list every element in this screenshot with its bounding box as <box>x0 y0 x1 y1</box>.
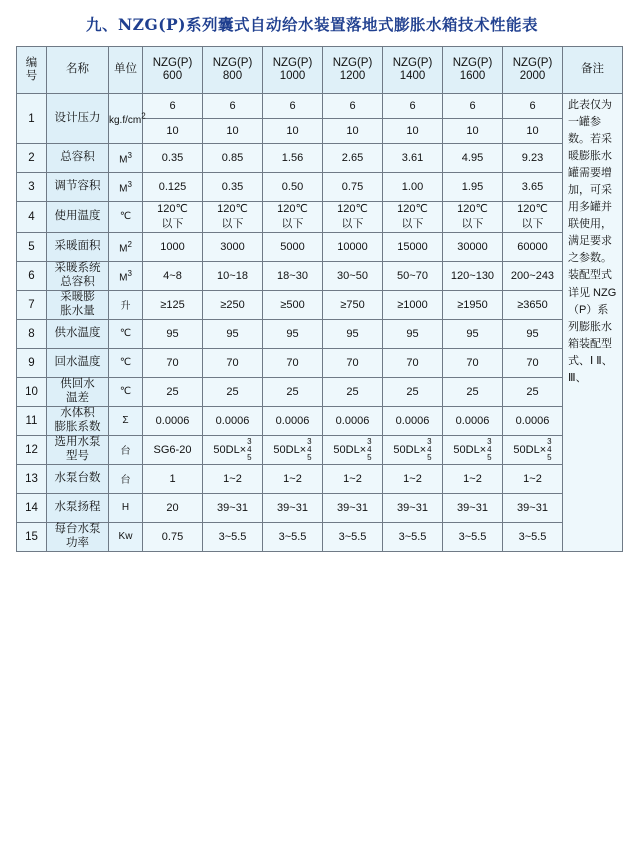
row-value: 60000 <box>503 232 563 261</box>
row-no: 14 <box>17 493 47 522</box>
row-value: 1.56 <box>263 144 323 173</box>
row-value: 0.0006 <box>443 406 503 435</box>
row-value: 25 <box>263 377 323 406</box>
row-value: 1~2 <box>263 464 323 493</box>
row-value: 0.125 <box>143 173 203 202</box>
row-name: 供回水 温差 <box>47 377 109 406</box>
row-name: 设计压力 <box>47 94 109 144</box>
row-unit: $kg.f/cm^2$ <box>109 94 143 144</box>
row-no: 5 <box>17 232 47 261</box>
spec-table <box>16 46 623 552</box>
row-value: 25 <box>143 377 203 406</box>
row-value: 95 <box>143 319 203 348</box>
row-no: 1 <box>17 94 47 144</box>
row-value: 0.0006 <box>503 406 563 435</box>
row-value: 120℃ 以下 <box>203 202 263 233</box>
row-value: 1~2 <box>383 464 443 493</box>
row-value: 1~2 <box>443 464 503 493</box>
row-value: ≥1950 <box>443 290 503 319</box>
table-row <box>17 202 623 233</box>
row-name: 供水温度 <box>47 319 109 348</box>
row-value: 3~5.5 <box>443 522 503 551</box>
row-name: 调节容积 <box>47 173 109 202</box>
row-value: 70 <box>323 348 383 377</box>
page-title: 九、NZG(P)系列囊式自动给水装置落地式膨胀水箱技术性能表 <box>85 15 539 34</box>
row-value: 1000 <box>143 232 203 261</box>
row-value: 39~31 <box>443 493 503 522</box>
row-value: 39~31 <box>383 493 443 522</box>
row-no: 9 <box>17 348 47 377</box>
row-value: 95 <box>203 319 263 348</box>
table-row <box>17 493 623 522</box>
row-value: 39~31 <box>323 493 383 522</box>
row-unit: H <box>109 493 143 522</box>
header-remark: 备注 <box>563 47 623 94</box>
row-unit: ℃ <box>109 319 143 348</box>
row-name: 每台水泵 功率 <box>47 522 109 551</box>
row-value: 70 <box>383 348 443 377</box>
row-unit: 台 <box>109 464 143 493</box>
row-no: 12 <box>17 435 47 464</box>
row-value: 200~243 <box>503 261 563 290</box>
row-unit: Kw <box>109 522 143 551</box>
row-no: 7 <box>17 290 47 319</box>
row-value: 120℃ 以下 <box>263 202 323 233</box>
row-value: 10000 <box>323 232 383 261</box>
row-value: 10~18 <box>203 261 263 290</box>
row-value: 95 <box>323 319 383 348</box>
row-value: 70 <box>203 348 263 377</box>
row-value: 3~5.5 <box>383 522 443 551</box>
row-unit: $M^3$ <box>109 261 143 290</box>
row-value: 0.35 <box>203 173 263 202</box>
row-name: 水体积 膨胀系数 <box>47 406 109 435</box>
row-no: 11 <box>17 406 47 435</box>
row-value: 0.0006 <box>383 406 443 435</box>
table-row <box>17 144 623 173</box>
row-value: ≥250 <box>203 290 263 319</box>
row-no: 3 <box>17 173 47 202</box>
row-value: 50DL× 3 4 5 <box>383 435 443 464</box>
row-value: 120℃ 以下 <box>143 202 203 233</box>
row-unit: $M^2$ <box>109 232 143 261</box>
header-model-4: NZG(P) 1200 <box>323 47 383 94</box>
table-row <box>17 290 623 319</box>
row-value: 4.95 <box>443 144 503 173</box>
table-row <box>17 406 623 435</box>
row-value: 95 <box>443 319 503 348</box>
row-value: 3.61 <box>383 144 443 173</box>
row-name: 使用温度 <box>47 202 109 233</box>
row-value: 120~130 <box>443 261 503 290</box>
row-no: 4 <box>17 202 47 233</box>
row-value: 0.0006 <box>203 406 263 435</box>
row-value: 50DL× 3 4 5 <box>323 435 383 464</box>
row-value: 95 <box>503 319 563 348</box>
row-no: 10 <box>17 377 47 406</box>
row-value: 1~2 <box>203 464 263 493</box>
row-value: 1 <box>143 464 203 493</box>
table-row <box>17 348 623 377</box>
row-value: 20 <box>143 493 203 522</box>
row-value: 1~2 <box>503 464 563 493</box>
row-value: 25 <box>443 377 503 406</box>
row-value: 70 <box>443 348 503 377</box>
row-value: 0.50 <box>263 173 323 202</box>
table-row <box>17 435 623 464</box>
row-value: 95 <box>383 319 443 348</box>
row-value: 2.65 <box>323 144 383 173</box>
row-unit: ℃ <box>109 377 143 406</box>
row-value: 3.65 <box>503 173 563 202</box>
row-value: 9.23 <box>503 144 563 173</box>
row-unit: ℃ <box>109 348 143 377</box>
row-value: 0.75 <box>323 173 383 202</box>
row-unit: 升 <box>109 290 143 319</box>
row-value: 50DL× 3 4 5 <box>503 435 563 464</box>
row-value: 1.95 <box>443 173 503 202</box>
row-value: 0.35 <box>143 144 203 173</box>
row-no: 6 <box>17 261 47 290</box>
row-value: 25 <box>383 377 443 406</box>
row-unit: $M^3$ <box>109 173 143 202</box>
row-value: 120℃ 以下 <box>503 202 563 233</box>
row-value: 120℃ 以下 <box>383 202 443 233</box>
table-header-row <box>17 47 623 94</box>
row-value: 6 10 <box>323 94 383 144</box>
row-value: 3~5.5 <box>203 522 263 551</box>
row-name: 采暖面积 <box>47 232 109 261</box>
row-name: 水泵台数 <box>47 464 109 493</box>
row-value: 25 <box>323 377 383 406</box>
row-value: 0.0006 <box>143 406 203 435</box>
row-value: 50~70 <box>383 261 443 290</box>
header-model-5: NZG(P) 1400 <box>383 47 443 94</box>
row-name: 总容积 <box>47 144 109 173</box>
header-model-1: NZG(P) 600 <box>143 47 203 94</box>
row-value: 15000 <box>383 232 443 261</box>
row-value: 39~31 <box>263 493 323 522</box>
row-name: 采暖膨 胀水量 <box>47 290 109 319</box>
row-value: 6 10 <box>503 94 563 144</box>
row-value: 3~5.5 <box>323 522 383 551</box>
row-unit: 台 <box>109 435 143 464</box>
row-value: 3000 <box>203 232 263 261</box>
row-value: 0.75 <box>143 522 203 551</box>
row-value: ≥1000 <box>383 290 443 319</box>
table-row <box>17 464 623 493</box>
row-name: 水泵扬程 <box>47 493 109 522</box>
table-row <box>17 232 623 261</box>
row-value: 6 10 <box>263 94 323 144</box>
row-value: 39~31 <box>203 493 263 522</box>
row-value: ≥750 <box>323 290 383 319</box>
row-value: 70 <box>263 348 323 377</box>
row-value: ≥3650 <box>503 290 563 319</box>
row-value: 50DL× 3 4 5 <box>443 435 503 464</box>
row-value: 1.00 <box>383 173 443 202</box>
row-unit: ℃ <box>109 202 143 233</box>
row-value: 3~5.5 <box>263 522 323 551</box>
row-value: SG6-20 <box>143 435 203 464</box>
remark-cell: 此表仅为一罐参数。若采暖膨胀水罐需要增加，可采用多罐并联使用，满足要求之参数。装配型式详见 NZG（P）系列膨胀水箱装配型式、Ⅰ Ⅱ、Ⅲ、 <box>563 94 623 552</box>
row-value: 6 10 <box>203 94 263 144</box>
row-value: 6 10 <box>443 94 503 144</box>
row-value: 4~8 <box>143 261 203 290</box>
header-model-3: NZG(P) 1000 <box>263 47 323 94</box>
row-value: 6 10 <box>143 94 203 144</box>
row-value: 1~2 <box>323 464 383 493</box>
row-value: ≥125 <box>143 290 203 319</box>
row-value: 70 <box>143 348 203 377</box>
row-no: 8 <box>17 319 47 348</box>
row-value: 70 <box>503 348 563 377</box>
row-value: 120℃ 以下 <box>443 202 503 233</box>
row-value: 25 <box>203 377 263 406</box>
row-value: 120℃ 以下 <box>323 202 383 233</box>
row-value: 0.85 <box>203 144 263 173</box>
row-value: 30000 <box>443 232 503 261</box>
row-value: 25 <box>503 377 563 406</box>
row-value: 95 <box>263 319 323 348</box>
row-value: 6 10 <box>383 94 443 144</box>
table-row <box>17 261 623 290</box>
row-no: 2 <box>17 144 47 173</box>
row-value: 50DL× 3 4 5 <box>263 435 323 464</box>
row-unit: Σ <box>109 406 143 435</box>
row-value: 3~5.5 <box>503 522 563 551</box>
row-value: 30~50 <box>323 261 383 290</box>
row-value: 0.0006 <box>263 406 323 435</box>
row-no: 13 <box>17 464 47 493</box>
header-model-6: NZG(P) 1600 <box>443 47 503 94</box>
row-name: 采暖系统 总容积 <box>47 261 109 290</box>
row-value: 39~31 <box>503 493 563 522</box>
row-no: 15 <box>17 522 47 551</box>
table-row <box>17 522 623 551</box>
row-value: 0.0006 <box>323 406 383 435</box>
table-row <box>17 377 623 406</box>
header-unit: 单位 <box>109 47 143 94</box>
header-model-7: NZG(P) 2000 <box>503 47 563 94</box>
row-value: 50DL× 3 4 5 <box>203 435 263 464</box>
table-row <box>17 319 623 348</box>
row-name: 选用水泵 型号 <box>47 435 109 464</box>
row-unit: $M^3$ <box>109 144 143 173</box>
row-value: ≥500 <box>263 290 323 319</box>
table-row <box>17 173 623 202</box>
header-name: 名称 <box>47 47 109 94</box>
row-value: 18~30 <box>263 261 323 290</box>
row-name: 回水温度 <box>47 348 109 377</box>
header-no: 编 号 <box>17 47 47 94</box>
header-model-2: NZG(P) 800 <box>203 47 263 94</box>
row-value: 5000 <box>263 232 323 261</box>
table-row <box>17 94 623 144</box>
